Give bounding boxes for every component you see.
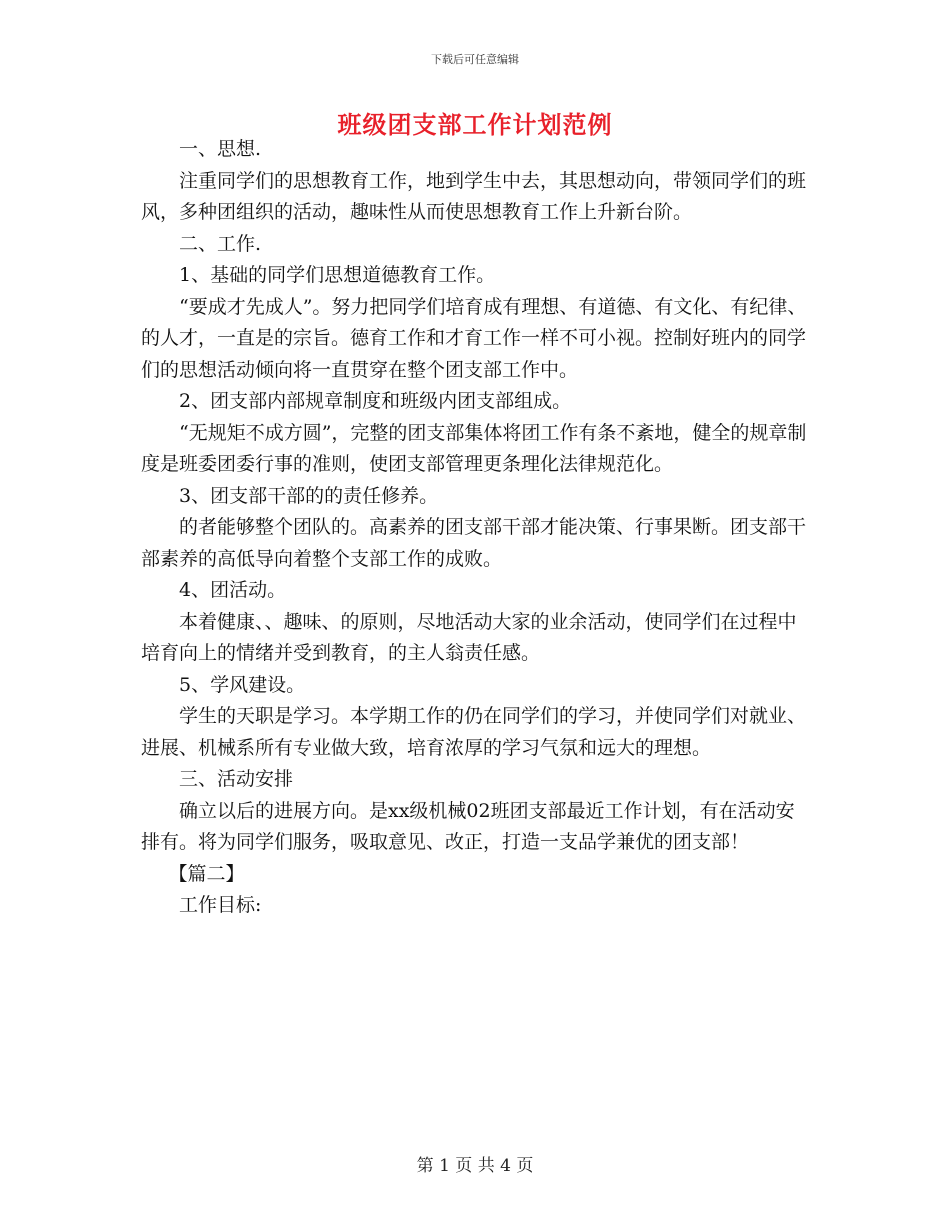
section-heading-thought: 一、思想. [179, 138, 262, 160]
section-heading-activity-plan: 三、活动安排 [179, 768, 294, 790]
subheading-rules-system: 2、团支部内部规章制度和班级内团支部组成。 [179, 390, 572, 412]
paragraph-thought: 注重同学们的思想教育工作，地到学生中去，其思想动向，带领同学们的班风，多种团组织的活动，趣味性从而使思想教育工作上升新台阶。 [141, 169, 807, 223]
work-goals-heading: 工作目标: [179, 894, 262, 916]
document-title: 班级团支部工作计划范例 [337, 110, 613, 139]
subheading-cadre-responsibility: 3、团支部干部的的责任修养。 [179, 484, 439, 507]
paragraph-cadre-responsibility: 的者能够整个团队的。高素养的团支部干部才能决策、行事果断。团支部干部素养的高低导向着整个支部工作的成败。 [141, 516, 807, 570]
subheading-moral-education: 1、基础的同学们思想道德教育工作。 [179, 264, 496, 286]
paragraph-activity-plan: 确立以后的进展方向。是xx级机械02班团支部最近工作计划，有在活动安排有。将为同学们服务，吸取意见、改正，打造一支品学兼优的团支部！ [141, 799, 795, 853]
document-body [141, 134, 809, 922]
part-two-heading: 【篇二】 [168, 862, 245, 885]
paragraph-study-style: 学生的天职是学习。本学期工作的仍在同学们的学习，并使同学们对就业、进展、机械系所有专业做大致，培育浓厚的学习气氛和远大的理想。 [141, 705, 807, 759]
page-number: 第 1 页 共 4 页 [416, 1156, 534, 1176]
paragraph-moral-education: “要成才先成人”。努力把同学们培育成有理想、有道德、有文化、有纪律、的人才，一直是的宗旨。德育工作和才育工作一样不可小视。控制好班内的同学们的思想活动倾向将一直贯穿在整个团支部工作中。 [141, 295, 807, 381]
section-heading-work: 二、工作. [179, 232, 262, 255]
page-header: 下载后可任意编辑 [431, 53, 519, 66]
paragraph-rules-system: “无规矩不成方圆”，完整的团支部集体将团工作有条不紊地，健全的规章制度是班委团委行事的准则，使团支部管理更条理化法律规范化。 [141, 421, 807, 475]
subheading-league-activities: 4、团活动。 [179, 579, 287, 601]
paragraph-league-activities: 本着健康、、趣味、的原则，尽地活动大家的业余活动，使同学们在过程中培育向上的情绪并受到教育，的主人翁责任感。 [141, 610, 797, 664]
subheading-study-style: 5、学风建设。 [179, 673, 306, 696]
